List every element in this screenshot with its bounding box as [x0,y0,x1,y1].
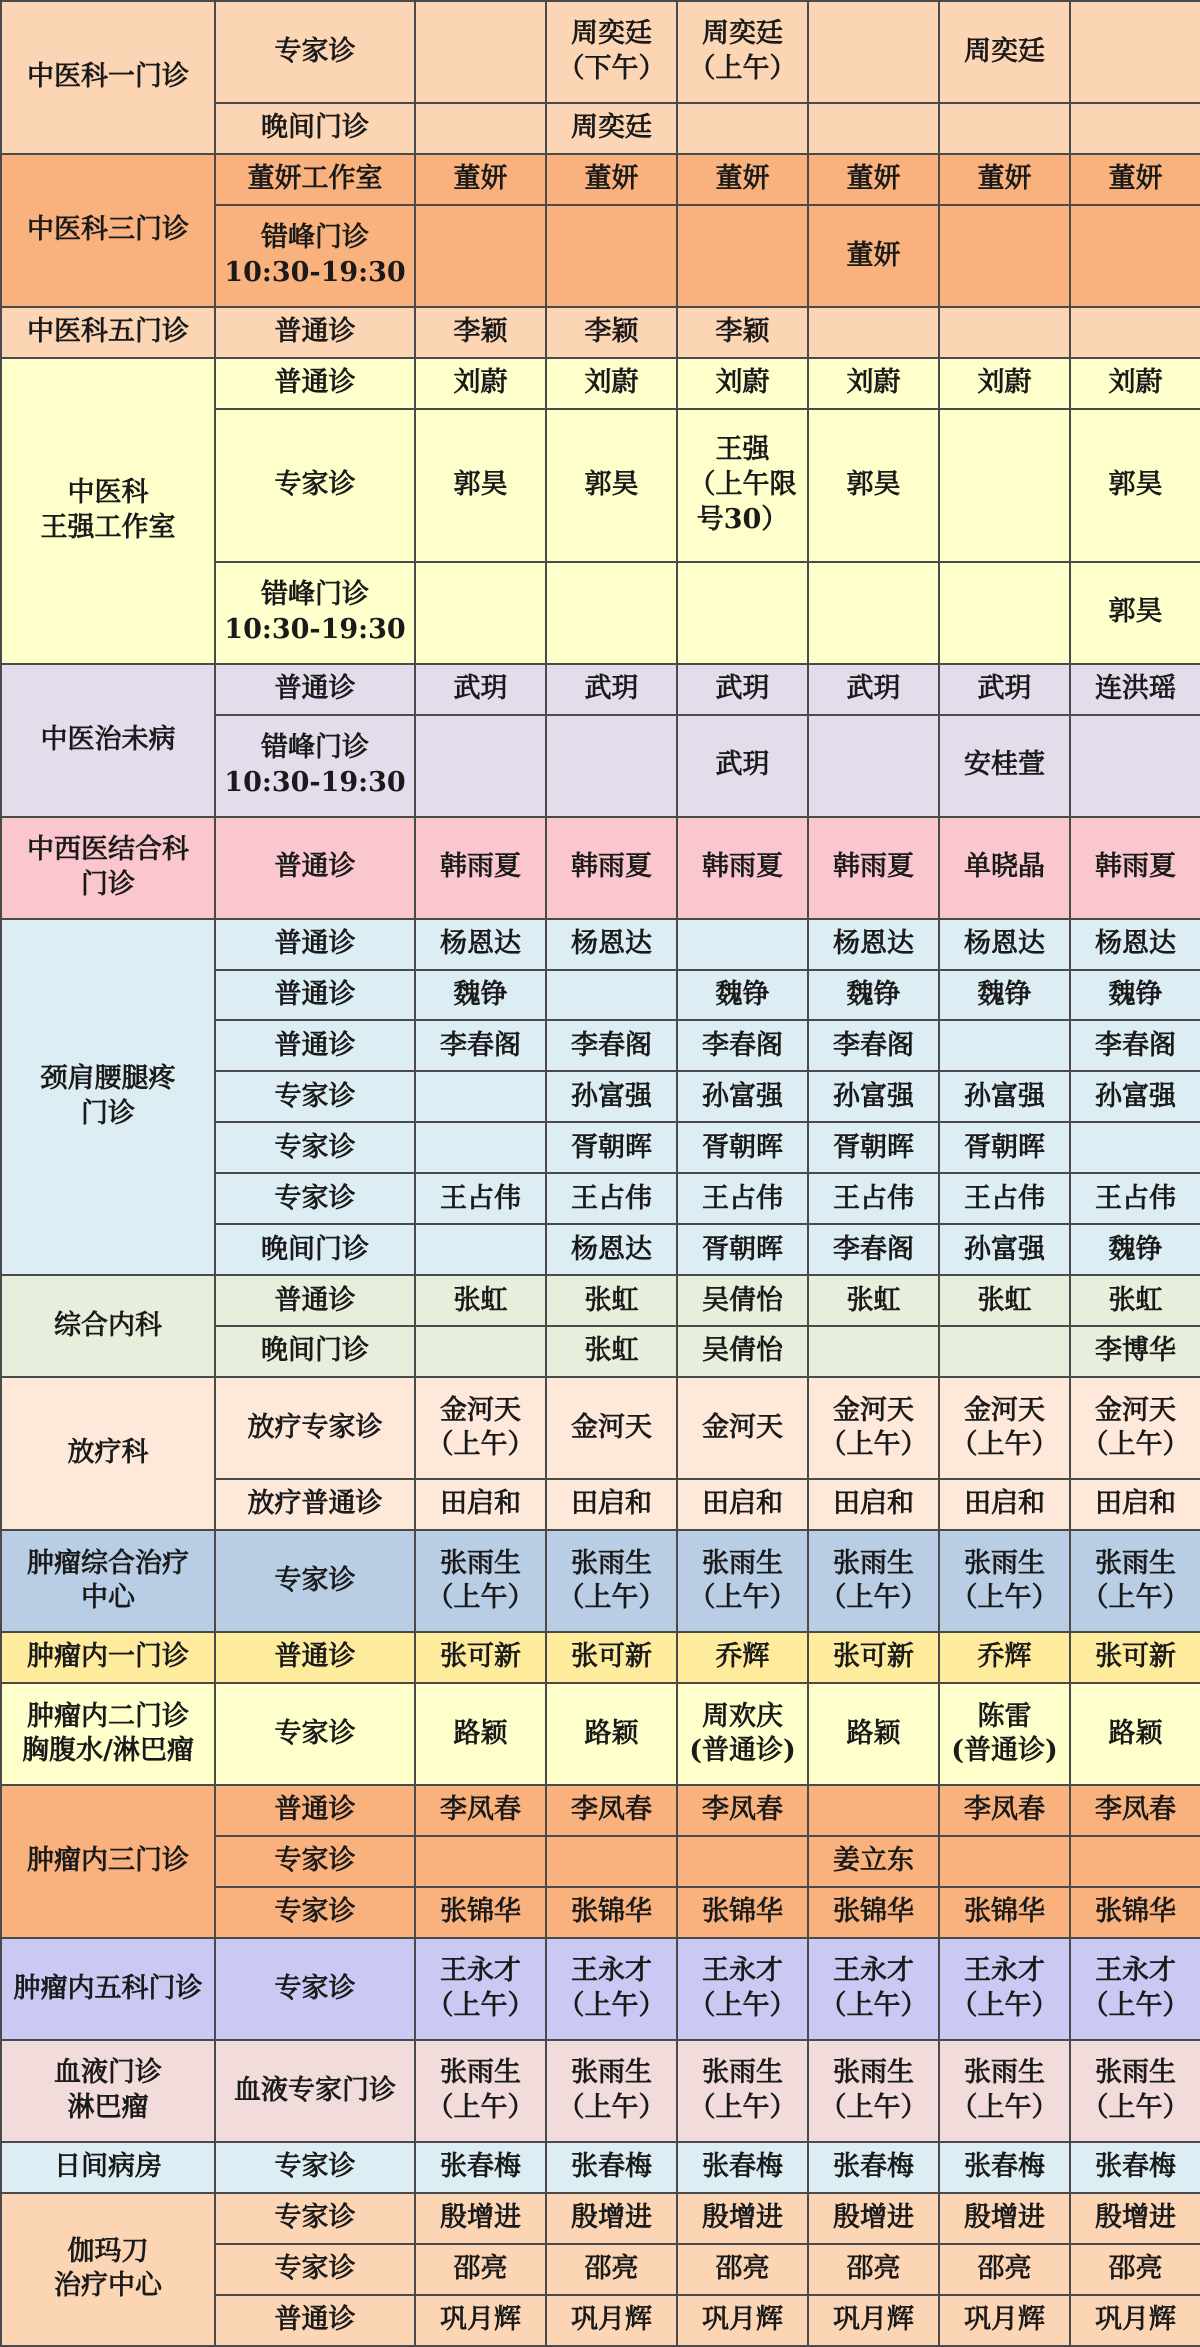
doctor-cell: 胥朝晖 [939,1122,1070,1173]
clinic-type: 错峰门诊 10:30-19:30 [215,562,415,664]
doctor-cell [939,205,1070,307]
doctor-cell: 张锦华 [415,1887,546,1938]
schedule-row [1,2142,1200,2193]
doctor-cell: 张春梅 [546,2142,677,2193]
doctor-cell [939,562,1070,664]
department-name: 中医科五门诊 [1,307,215,358]
doctor-cell: 刘蔚 [939,358,1070,409]
doctor-cell [415,1,546,103]
doctor-cell: 李春阁 [808,1020,939,1071]
schedule-row [1,1785,1200,1836]
clinic-type: 普通诊 [215,919,415,970]
doctor-cell: 韩雨夏 [677,817,808,919]
doctor-cell: 张锦华 [546,1887,677,1938]
clinic-type: 专家诊 [215,1173,415,1224]
clinic-type: 专家诊 [215,1530,415,1632]
doctor-cell: 路颖 [546,1683,677,1785]
doctor-cell: 周奕廷 （下午） [546,1,677,103]
doctor-cell: 胥朝晖 [677,1122,808,1173]
doctor-cell: 吴倩怡 [677,1275,808,1326]
department-name: 中西医结合科 门诊 [1,817,215,919]
doctor-cell [677,1836,808,1887]
clinic-type: 专家诊 [215,1683,415,1785]
doctor-cell: 张雨生 （上午） [415,2040,546,2142]
doctor-cell: 李春阁 [1070,1020,1200,1071]
doctor-cell: 周奕廷 [939,1,1070,103]
doctor-cell: 殷增进 [939,2193,1070,2244]
doctor-cell: 张春梅 [939,2142,1070,2193]
doctor-cell [677,919,808,970]
schedule-row [1,307,1200,358]
department-name: 中医科三门诊 [1,154,215,307]
doctor-cell: 张虹 [546,1326,677,1377]
department-name: 放疗科 [1,1377,215,1530]
doctor-cell: 李博华 [1070,1326,1200,1377]
doctor-cell: 郭昊 [808,409,939,562]
doctor-cell: 田启和 [1070,1479,1200,1530]
doctor-cell: 李凤春 [415,1785,546,1836]
doctor-cell [939,307,1070,358]
doctor-cell: 单晓晶 [939,817,1070,919]
doctor-cell [415,562,546,664]
doctor-cell: 李颖 [546,307,677,358]
doctor-cell: 李凤春 [546,1785,677,1836]
doctor-cell: 孙富强 [939,1071,1070,1122]
doctor-cell: 郭昊 [1070,562,1200,664]
doctor-cell: 张春梅 [808,2142,939,2193]
clinic-type: 专家诊 [215,1122,415,1173]
doctor-cell [415,1326,546,1377]
doctor-cell: 魏铮 [1070,1224,1200,1275]
clinic-type: 专家诊 [215,1887,415,1938]
doctor-cell: 王永才 （上午） [808,1938,939,2040]
doctor-cell: 杨恩达 [546,1224,677,1275]
clinic-type: 专家诊 [215,1836,415,1887]
doctor-cell: 王占伟 [677,1173,808,1224]
doctor-cell [1070,715,1200,817]
doctor-cell: 张雨生 （上午） [1070,2040,1200,2142]
doctor-cell: 孙富强 [808,1071,939,1122]
doctor-cell: 殷增进 [808,2193,939,2244]
department-name: 中医科一门诊 [1,1,215,154]
doctor-cell: 殷增进 [1070,2193,1200,2244]
doctor-cell: 巩月辉 [1070,2295,1200,2346]
doctor-cell: 董妍 [808,205,939,307]
doctor-cell: 张雨生 （上午） [677,2040,808,2142]
doctor-cell: 王强 （上午限 号30） [677,409,808,562]
doctor-cell: 刘蔚 [415,358,546,409]
doctor-cell: 邵亮 [677,2244,808,2295]
clinic-type: 错峰门诊 10:30-19:30 [215,205,415,307]
doctor-cell: 金河天 （上午） [939,1377,1070,1479]
doctor-cell: 田启和 [939,1479,1070,1530]
department-name: 肿瘤内二门诊 胸腹水/淋巴瘤 [1,1683,215,1785]
doctor-cell: 李春阁 [808,1224,939,1275]
doctor-cell: 郭昊 [415,409,546,562]
clinic-type: 血液专家门诊 [215,2040,415,2142]
clinic-type: 董妍工作室 [215,154,415,205]
doctor-cell [1070,103,1200,154]
doctor-cell: 路颖 [808,1683,939,1785]
doctor-cell [546,715,677,817]
clinic-type: 错峰门诊 10:30-19:30 [215,715,415,817]
doctor-cell: 张虹 [1070,1275,1200,1326]
doctor-cell [415,1122,546,1173]
doctor-cell [677,205,808,307]
doctor-cell: 李凤春 [677,1785,808,1836]
doctor-cell: 张锦华 [677,1887,808,1938]
doctor-cell: 殷增进 [546,2193,677,2244]
doctor-cell: 张雨生 （上午） [546,2040,677,2142]
doctor-cell [808,715,939,817]
doctor-cell: 殷增进 [677,2193,808,2244]
doctor-cell: 姜立东 [808,1836,939,1887]
doctor-cell: 张雨生 （上午） [546,1530,677,1632]
doctor-cell: 韩雨夏 [808,817,939,919]
doctor-cell: 刘蔚 [677,358,808,409]
doctor-cell: 田启和 [677,1479,808,1530]
doctor-cell: 胥朝晖 [808,1122,939,1173]
clinic-type: 普通诊 [215,2295,415,2346]
clinic-type: 普通诊 [215,307,415,358]
department-name: 肿瘤内一门诊 [1,1632,215,1683]
doctor-cell: 连洪瑶 [1070,664,1200,715]
doctor-cell: 张虹 [808,1275,939,1326]
department-name: 肿瘤内三门诊 [1,1785,215,1938]
clinic-type: 放疗普通诊 [215,1479,415,1530]
doctor-cell: 田启和 [546,1479,677,1530]
schedule-row [1,1938,1200,2040]
doctor-cell: 王占伟 [808,1173,939,1224]
doctor-cell [677,562,808,664]
doctor-cell: 金河天 [677,1377,808,1479]
doctor-cell: 张雨生 （上午） [1070,1530,1200,1632]
doctor-cell: 巩月辉 [808,2295,939,2346]
doctor-cell [415,1224,546,1275]
doctor-cell [939,1326,1070,1377]
department-name: 综合内科 [1,1275,215,1377]
doctor-cell: 董妍 [546,154,677,205]
doctor-cell: 张虹 [939,1275,1070,1326]
doctor-cell: 张可新 [546,1632,677,1683]
schedule-row [1,2040,1200,2142]
clinic-type: 专家诊 [215,2193,415,2244]
doctor-cell: 王永才 （上午） [939,1938,1070,2040]
doctor-cell: 张锦华 [939,1887,1070,1938]
doctor-cell [415,1071,546,1122]
doctor-cell: 张雨生 （上午） [415,1530,546,1632]
clinic-type: 普通诊 [215,1785,415,1836]
doctor-cell: 金河天 [546,1377,677,1479]
department-name: 日间病房 [1,2142,215,2193]
clinic-type: 专家诊 [215,409,415,562]
doctor-cell: 李春阁 [677,1020,808,1071]
doctor-cell [939,1020,1070,1071]
doctor-cell: 张可新 [415,1632,546,1683]
doctor-cell: 武玥 [677,715,808,817]
doctor-cell: 路颖 [415,1683,546,1785]
doctor-cell: 张雨生 （上午） [939,2040,1070,2142]
doctor-cell: 武玥 [808,664,939,715]
doctor-cell: 巩月辉 [939,2295,1070,2346]
clinic-type: 专家诊 [215,2244,415,2295]
doctor-cell: 韩雨夏 [415,817,546,919]
doctor-cell: 魏铮 [415,970,546,1021]
schedule-row [1,154,1200,205]
doctor-cell: 孙富强 [677,1071,808,1122]
doctor-cell: 金河天 （上午） [1070,1377,1200,1479]
doctor-cell [808,562,939,664]
doctor-cell: 张虹 [415,1275,546,1326]
doctor-cell [808,1,939,103]
doctor-cell: 王占伟 [939,1173,1070,1224]
schedule-row [1,664,1200,715]
doctor-cell [1070,1122,1200,1173]
doctor-cell: 金河天 （上午） [808,1377,939,1479]
doctor-cell [1070,1,1200,103]
department-name: 伽玛刀 治疗中心 [1,2193,215,2346]
doctor-cell: 张虹 [546,1275,677,1326]
doctor-cell: 田启和 [808,1479,939,1530]
doctor-cell [415,205,546,307]
doctor-cell: 田启和 [415,1479,546,1530]
doctor-cell: 李春阁 [546,1020,677,1071]
schedule-row [1,817,1200,919]
doctor-cell [808,307,939,358]
doctor-cell: 董妍 [808,154,939,205]
doctor-cell: 王永才 （上午） [1070,1938,1200,2040]
doctor-cell [939,103,1070,154]
doctor-cell: 张雨生 （上午） [677,1530,808,1632]
schedule-row [1,919,1200,970]
doctor-cell [939,1836,1070,1887]
clinic-type: 普通诊 [215,1632,415,1683]
doctor-cell: 王占伟 [546,1173,677,1224]
doctor-cell [1070,205,1200,307]
doctor-cell: 杨恩达 [1070,919,1200,970]
doctor-cell: 孙富强 [546,1071,677,1122]
doctor-cell: 王永才 （上午） [546,1938,677,2040]
doctor-cell: 孙富强 [939,1224,1070,1275]
doctor-cell: 张雨生 （上午） [808,2040,939,2142]
doctor-cell: 金河天 （上午） [415,1377,546,1479]
doctor-cell: 殷增进 [415,2193,546,2244]
doctor-cell: 武玥 [415,664,546,715]
department-name: 血液门诊 淋巴瘤 [1,2040,215,2142]
doctor-cell: 武玥 [677,664,808,715]
doctor-cell [546,205,677,307]
doctor-cell: 武玥 [546,664,677,715]
doctor-cell: 陈雷 (普通诊) [939,1683,1070,1785]
doctor-cell [808,1326,939,1377]
department-name: 中医科 王强工作室 [1,358,215,664]
doctor-cell: 张春梅 [1070,2142,1200,2193]
doctor-cell: 胥朝晖 [546,1122,677,1173]
doctor-cell [677,103,808,154]
doctor-cell: 邵亮 [1070,2244,1200,2295]
doctor-cell: 吴倩怡 [677,1326,808,1377]
doctor-cell: 魏铮 [808,970,939,1021]
doctor-cell: 周奕廷 （上午） [677,1,808,103]
doctor-cell: 魏铮 [1070,970,1200,1021]
doctor-cell: 邵亮 [415,2244,546,2295]
doctor-cell: 杨恩达 [939,919,1070,970]
department-name: 颈肩腰腿疼 门诊 [1,919,215,1276]
doctor-cell: 安桂萱 [939,715,1070,817]
schedule-row [1,1275,1200,1326]
doctor-cell: 巩月辉 [677,2295,808,2346]
doctor-cell: 李凤春 [1070,1785,1200,1836]
doctor-cell: 周奕廷 [546,103,677,154]
doctor-cell: 武玥 [939,664,1070,715]
doctor-cell: 张春梅 [415,2142,546,2193]
doctor-cell: 胥朝晖 [677,1224,808,1275]
schedule-row [1,1377,1200,1479]
doctor-cell: 张可新 [808,1632,939,1683]
schedule-body [1,1,1200,2346]
clinic-type: 普通诊 [215,970,415,1021]
doctor-cell: 张可新 [1070,1632,1200,1683]
clinic-type: 专家诊 [215,1,415,103]
schedule-row [1,1683,1200,1785]
doctor-cell: 韩雨夏 [1070,817,1200,919]
doctor-cell [1070,1836,1200,1887]
doctor-cell: 魏铮 [677,970,808,1021]
department-name: 肿瘤综合治疗 中心 [1,1530,215,1632]
clinic-type: 普通诊 [215,1020,415,1071]
schedule-row [1,1,1200,103]
doctor-cell [415,1836,546,1887]
doctor-cell: 郭昊 [1070,409,1200,562]
doctor-cell [808,1785,939,1836]
doctor-cell: 董妍 [1070,154,1200,205]
doctor-cell: 董妍 [415,154,546,205]
doctor-cell: 邵亮 [546,2244,677,2295]
doctor-cell: 王永才 （上午） [415,1938,546,2040]
doctor-cell [808,103,939,154]
doctor-cell: 巩月辉 [415,2295,546,2346]
doctor-cell: 王永才 （上午） [677,1938,808,2040]
clinic-type: 晚间门诊 [215,103,415,154]
doctor-cell: 杨恩达 [546,919,677,970]
doctor-cell: 张春梅 [677,2142,808,2193]
doctor-cell: 巩月辉 [546,2295,677,2346]
department-name: 肿瘤内五科门诊 [1,1938,215,2040]
doctor-cell [939,409,1070,562]
schedule-row [1,358,1200,409]
department-name: 中医治未病 [1,664,215,817]
clinic-type: 专家诊 [215,2142,415,2193]
doctor-cell: 杨恩达 [808,919,939,970]
doctor-cell: 董妍 [677,154,808,205]
doctor-cell: 李春阁 [415,1020,546,1071]
clinic-type: 专家诊 [215,1071,415,1122]
doctor-cell: 乔辉 [939,1632,1070,1683]
doctor-cell: 张雨生 （上午） [808,1530,939,1632]
schedule-row [1,1632,1200,1683]
doctor-cell: 李颖 [677,307,808,358]
clinic-type: 晚间门诊 [215,1224,415,1275]
doctor-cell: 王占伟 [1070,1173,1200,1224]
doctor-cell: 邵亮 [808,2244,939,2295]
doctor-cell: 张雨生 （上午） [939,1530,1070,1632]
doctor-cell [546,970,677,1021]
clinic-type: 普通诊 [215,1275,415,1326]
doctor-cell: 周欢庆 (普通诊) [677,1683,808,1785]
doctor-cell [415,715,546,817]
doctor-cell [415,103,546,154]
doctor-cell: 孙富强 [1070,1071,1200,1122]
doctor-cell: 邵亮 [939,2244,1070,2295]
doctor-cell: 刘蔚 [808,358,939,409]
schedule-row [1,1530,1200,1632]
schedule-row [1,2193,1200,2244]
doctor-cell: 张锦华 [1070,1887,1200,1938]
doctor-cell [546,562,677,664]
clinic-type: 专家诊 [215,1938,415,2040]
doctor-cell: 董妍 [939,154,1070,205]
clinic-type: 普通诊 [215,358,415,409]
doctor-cell: 乔辉 [677,1632,808,1683]
doctor-cell: 路颖 [1070,1683,1200,1785]
doctor-cell: 郭昊 [546,409,677,562]
clinic-type: 普通诊 [215,817,415,919]
doctor-cell: 韩雨夏 [546,817,677,919]
doctor-cell: 杨恩达 [415,919,546,970]
doctor-cell: 李颖 [415,307,546,358]
doctor-cell [1070,307,1200,358]
doctor-cell: 魏铮 [939,970,1070,1021]
clinic-type: 晚间门诊 [215,1326,415,1377]
clinic-type: 放疗专家诊 [215,1377,415,1479]
doctor-cell: 刘蔚 [546,358,677,409]
doctor-cell: 张锦华 [808,1887,939,1938]
doctor-cell: 王占伟 [415,1173,546,1224]
doctor-cell: 刘蔚 [1070,358,1200,409]
doctor-cell [546,1836,677,1887]
doctor-cell: 李凤春 [939,1785,1070,1836]
clinic-type: 普通诊 [215,664,415,715]
